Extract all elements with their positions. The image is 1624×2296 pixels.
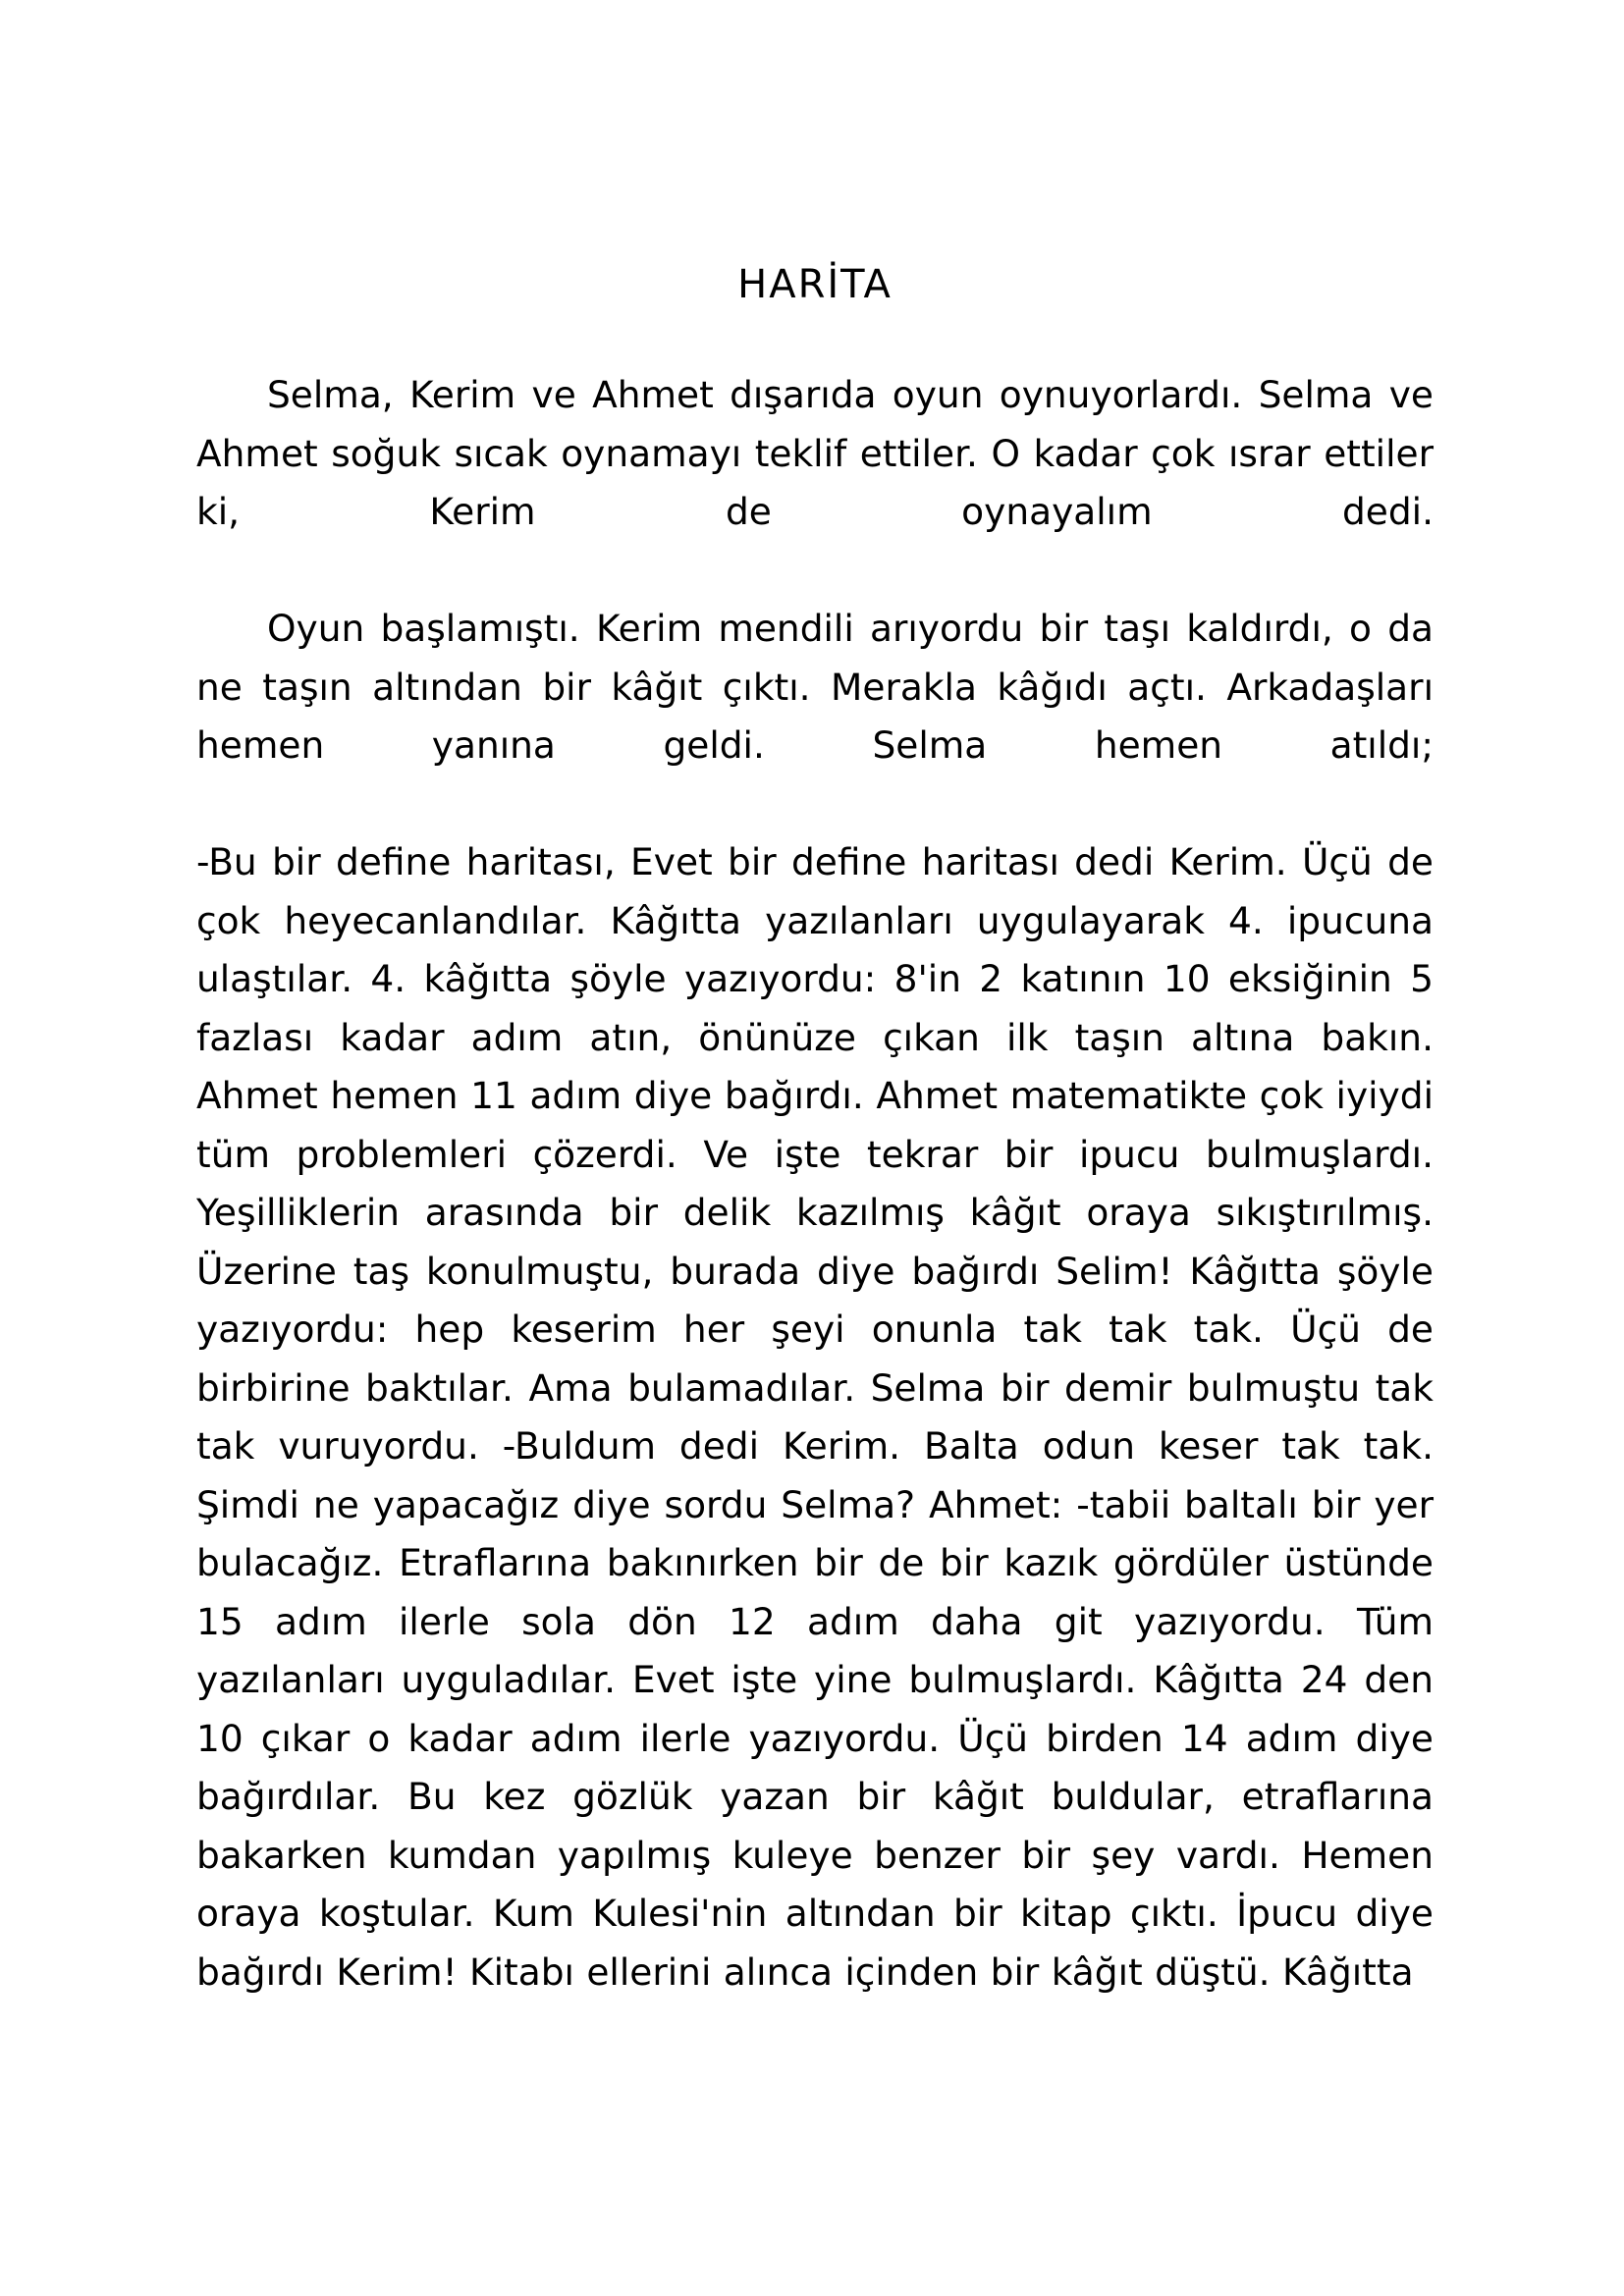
paragraph-3: -Bu bir define haritası, Evet bir define haritası dedi Kerim. Üçü de çok heyecanlandılar. Kâğıtta yazılanları uygulayarak 4. ipucuna ulaştılar. 4. kâğıtta şöyle yazıyordu: 8'in 2 katının 10 eksiğinin 5 fazlası kadar adım atın, önünüze çıkan ilk taşın altına bakın. Ahmet hemen 11 adım diye bağırdı. Ahmet matematikte çok iyiydi tüm problemleri çözerdi. Ve işte tekrar bir ipucu bulmuşlardı. Yeşilliklerin arasında bir delik kazılmış kâğıt oraya sıkıştırılmış. Üzerine taş konulmuştu, burada diye bağırdı Selim! Kâğıtta şöyle yazıyordu: hep keserim her şeyi onunla tak tak tak. Üçü de birbirine baktılar. Ama bulamadılar. Selma bir demir bulmuştu tak tak vuruyordu. -Buldum dedi Kerim. Balta odun keser tak tak. Şimdi ne yapacağız diye sordu Selma? Ahmet: -tabii baltalı bir yer bulacağız. Etraflarına bakınırken bir de bir kazık gördüler üstünde 15 adım ilerle sola dön 12 adım daha git yazıyordu. Tüm yazılanları uyguladılar. Evet işte yine bulmuşlardı. Kâğıtta 24 den 10 çıkar o kadar adım ilerle yazıyordu. Üçü birden 14 adım diye bağırdılar. Bu kez gözlük yazan bir kâğıt buldular, etraflarına bakarken kumdan yapılmış kuleye benzer bir şey vardı. Hemen oraya koştular. Kum Kulesi'nin altından bir kitap çıktı. İpucu diye bağırdı Kerim! Kitabı ellerini alınca içinden bir kâğıt düştü. Kâğıtta bbox=[196, 840, 1434, 1994]
page-content-area bbox=[196, 0, 1434, 2002]
page-title: HARİTA bbox=[737, 262, 893, 307]
paragraph-2: Oyun başlamıştı. Kerim mendili arıyordu bir taşı kaldırdı, o da ne taşın altından bir kâğıt çıktı. Merakla kâğıdı açtı. Arkadaşları hemen yanına geldi. Selma hemen atıldı; bbox=[196, 607, 1434, 767]
paragraph-1: Selma, Kerim ve Ahmet dışarıda oyun oynuyorlardı. Selma ve Ahmet soğuk sıcak oynamayı teklif ettiler. O kadar çok ısrar ettiler ki, Kerim de oynayalım dedi. bbox=[196, 373, 1434, 533]
story-body bbox=[196, 304, 1434, 2002]
